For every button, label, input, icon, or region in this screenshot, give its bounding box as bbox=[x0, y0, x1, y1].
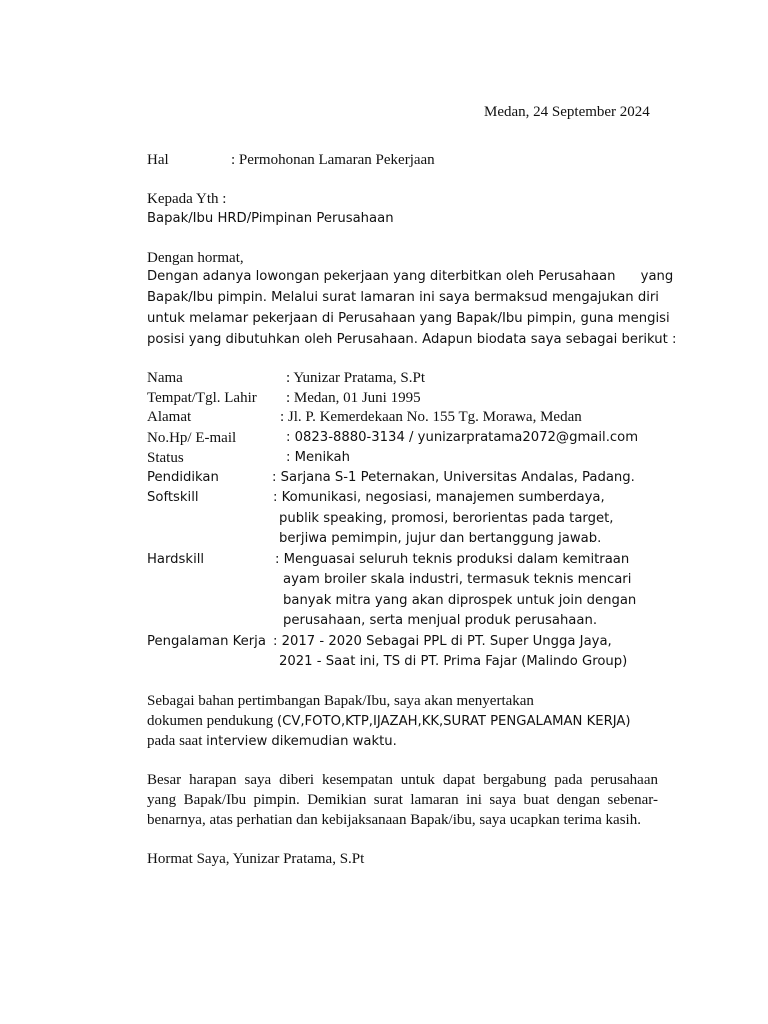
subject-value: : Permohonan Lamaran Pekerjaan bbox=[231, 152, 435, 168]
status-value: : Menikah bbox=[286, 450, 350, 465]
attachment-line-3 bbox=[147, 731, 397, 752]
education-label: Pendidikan bbox=[147, 470, 219, 485]
attachment-line-2 bbox=[147, 711, 631, 732]
to-label: Kepada Yth : bbox=[147, 191, 227, 207]
intro-line-3: untuk melamar pekerjaan di Perusahaan yang Bapak/Ibu pimpin, guna mengisi bbox=[147, 311, 670, 326]
experience-line-2: 2021 - Saat ini, TS di PT. Prima Fajar (Malindo Group) bbox=[279, 654, 628, 669]
name-label: Nama bbox=[147, 370, 183, 386]
softskill-label: Softskill bbox=[147, 490, 199, 505]
intro-line-4: posisi yang dibutuhkan oleh Perusahaan. Adapun biodata saya sebagai berikut : bbox=[147, 332, 677, 347]
closing-line-2: yang Bapak/Ibu pimpin. Demikian surat lamaran ini saya buat dengan sebenar- bbox=[147, 792, 658, 808]
status-label: Status bbox=[147, 450, 184, 466]
contact-value: : 0823-8880-3134 / yunizarpratama2072@gmail.com bbox=[286, 430, 639, 445]
closing-line-1: Besar harapan saya diberi kesempatan untuk dapat bergabung pada perusahaan bbox=[147, 772, 658, 788]
hardskill-line-2: ayam broiler skala industri, termasuk teknis mencari bbox=[283, 572, 632, 587]
recipient: Bapak/Ibu HRD/Pimpinan Perusahaan bbox=[147, 211, 394, 226]
birth-value: : Medan, 01 Juni 1995 bbox=[286, 390, 421, 406]
address-label: Alamat bbox=[147, 409, 192, 425]
intro-line-1: Dengan adanya lowongan pekerjaan yang diterbitkan oleh Perusahaan yang bbox=[147, 269, 674, 284]
hardskill-line-4: perusahaan, serta menjual produk perusahaan. bbox=[283, 613, 598, 628]
greeting: Dengan hormat, bbox=[147, 250, 244, 266]
name-value: : Yunizar Pratama, S.Pt bbox=[286, 370, 426, 386]
intro-line-2: Bapak/Ibu pimpin. Melalui surat lamaran ini saya bermaksud mengajukan diri bbox=[147, 290, 659, 305]
closing-line-3: benarnya, atas perhatian dan kebijaksanaan Bapak/ibu, saya ucapkan terima kasih. bbox=[147, 812, 641, 828]
attachment-line-2-prefix: dokumen pendukung bbox=[147, 713, 277, 729]
attachment-documents: (CV,FOTO,KTP,IJAZAH,KK,SURAT PENGALAMAN KERJA) bbox=[276, 714, 631, 729]
signoff: Hormat Saya, Yunizar Pratama, S.Pt bbox=[147, 851, 365, 867]
softskill-line-3: berjiwa pemimpin, jujur dan bertanggung jawab. bbox=[279, 531, 602, 546]
experience-label: Pengalaman Kerja bbox=[147, 634, 266, 649]
subject-label: Hal bbox=[147, 152, 169, 168]
education-value: : Sarjana S-1 Peternakan, Universitas Andalas, Padang. bbox=[272, 470, 635, 485]
address-value: : Jl. P. Kemerdekaan No. 155 Tg. Morawa, Medan bbox=[280, 409, 582, 425]
experience-line-1: : 2017 - 2020 Sebagai PPL di PT. Super Ungga Jaya, bbox=[273, 634, 612, 649]
attachment-line-3-rest: interview dikemudian waktu. bbox=[206, 734, 397, 749]
place-date: Medan, 24 September 2024 bbox=[484, 104, 650, 120]
contact-label: No.Hp/ E-mail bbox=[147, 430, 237, 446]
hardskill-label: Hardskill bbox=[147, 552, 205, 567]
softskill-line-2: publik speaking, promosi, berorientas pada target, bbox=[279, 511, 614, 526]
hardskill-line-3: banyak mitra yang akan diprospek untuk join dengan bbox=[283, 593, 637, 608]
attachment-line-1: Sebagai bahan pertimbangan Bapak/Ibu, saya akan menyertakan bbox=[147, 693, 534, 709]
hardskill-line-1: : Menguasai seluruh teknis produksi dalam kemitraan bbox=[275, 552, 630, 567]
attachment-line-3-prefix: pada saat bbox=[147, 733, 207, 749]
birth-label: Tempat/Tgl. Lahir bbox=[147, 390, 257, 406]
softskill-line-1: : Komunikasi, negosiasi, manajemen sumberdaya, bbox=[273, 490, 605, 505]
